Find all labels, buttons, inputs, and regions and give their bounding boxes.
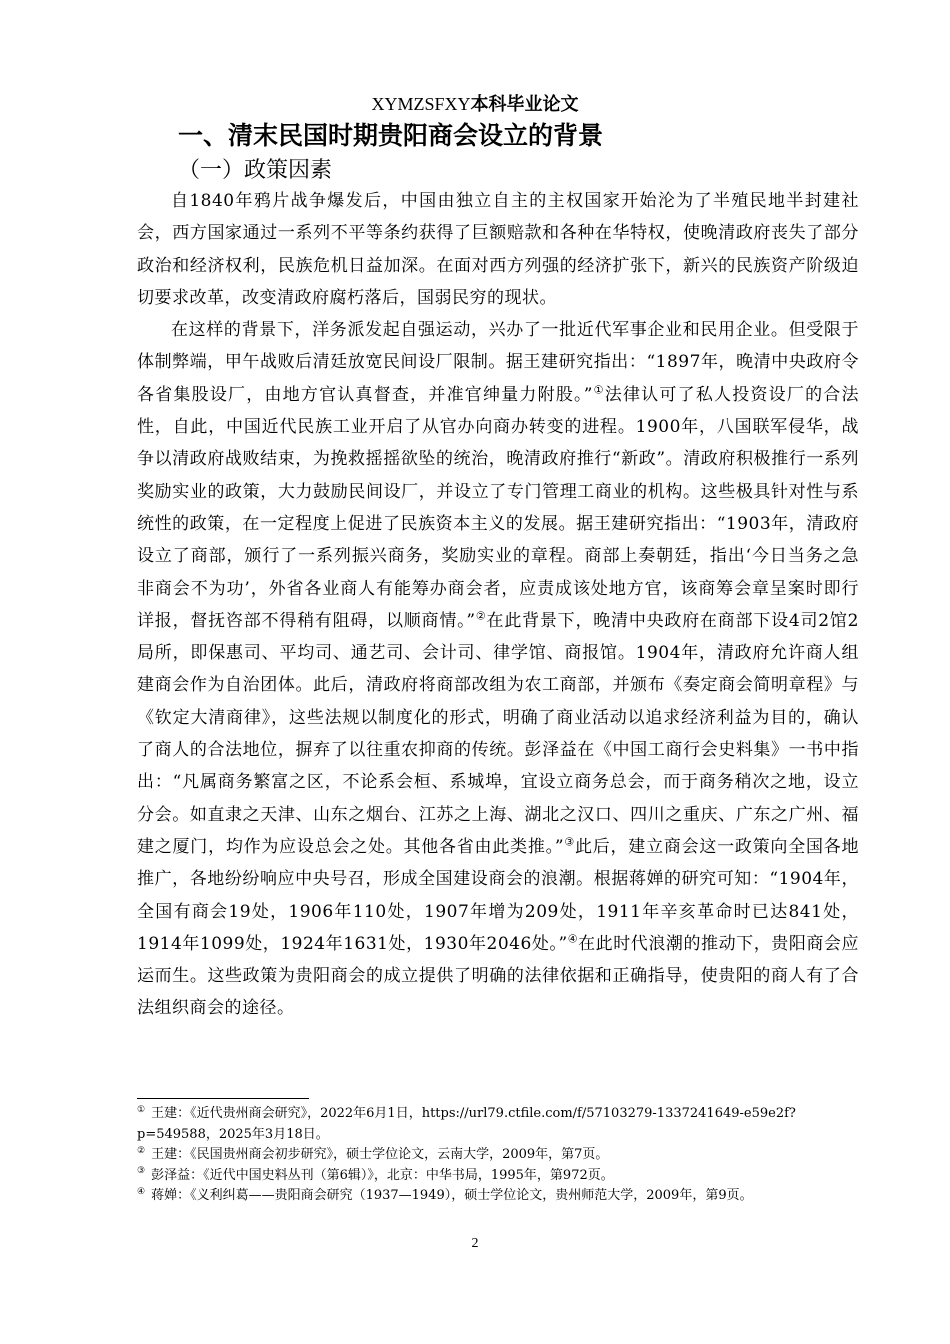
body-text (137, 185, 859, 1025)
paragraph-2 (137, 314, 859, 1025)
footnote-ref-3[interactable]: ③ (564, 835, 575, 849)
footnote-mark: ② (137, 1145, 146, 1156)
footnote-text: 彭泽益：《近代中国史料丛刊（第6辑）》，北京：中华书局，1995年，第972页。 (151, 1167, 614, 1183)
paragraph-2-segment-1: 在这样的背景下，洋务派发起自强运动，兴办了一批近代军事企业和民用企业。但受限于体制弊端，甲午战败后清廷放宽民间设厂限制。据王建研究指出：“1897年，晚清中央政府令各省集股设厂，由地方官认真督查，并准官绅量力附股。” (137, 320, 859, 405)
header-thesis-label: 本科毕业论文 (470, 94, 579, 115)
footnote-1 (137, 1104, 859, 1145)
header-school-code: XYMZSFXY (371, 94, 471, 114)
footnote-text: 王建：《民国贵州商会初步研究》，硕士学位论文，云南大学，2009年，第7页。 (151, 1147, 609, 1162)
footnote-ref-1[interactable]: ① (592, 383, 605, 397)
footnote-ref-4[interactable]: ④ (567, 932, 579, 946)
paragraph-2-segment-2: 法律认可了私人投资设厂的合法性，自此，中国近代民族工业开启了从官办向商办转变的进程。1900年，八国联军侵华，战争以清政府战败结束，为挽救摇摇欲坠的统治，晚清政府推行“新政”。清政府积极推行一系列奖励实业的政策，大力鼓励民间设厂，并设立了专门管理工商业的机构。这些极具针对性与系统性的政策，在一定程度上促进了民族资本主义的发展。据王建研究指出：“1903年，清政府设立了商部，颁行了一系列振兴商务，奖励实业的章程。商部上奏朝廷，指出‘今日当务之急非商会不为功’，外省各业商人有能筹办商会者，应责成该处地方官，该商筹会章呈案时即行详报，督抚咨部不得稍有阻碍，以顺商情。” (137, 384, 860, 631)
footnote-2 (137, 1145, 859, 1166)
section-heading: 一、清末民国时期贵阳商会设立的背景 (178, 121, 604, 150)
footnote-mark: ③ (137, 1166, 146, 1177)
footnotes (137, 1104, 859, 1207)
footnote-text: 蒋婵：《义利纠葛——贵阳商会研究（1937—1949），硕士学位论文，贵州师范大学，2009年，第9页。 (151, 1188, 753, 1203)
footnote-mark: ① (137, 1104, 146, 1115)
footnote-3 (137, 1166, 859, 1187)
footnote-mark: ④ (137, 1186, 146, 1197)
footnote-ref-2[interactable]: ② (475, 609, 487, 623)
subsection-heading: （一）政策因素 (178, 158, 333, 183)
paragraph-2-segment-3: 在此背景下，晚清中央政府在商部下设4司2馆2局所，即保惠司、平均司、通艺司、会计司、律学馆、商报馆。1904年，清政府允许商人组建商会作为自治团体。此后，清政府将商部改组为农工商部，并颁布《奏定商会简明章程》与《钦定大清商律》，这些法规以制度化的形式，明确了商业活动以追求经济利益为目的，确认了商人的合法地位，摒弃了以往重农抑商的传统。彭泽益在《中国工商行会史料集》一书中指出：“凡属商务繁富之区，不论系会桓、系城埠，宜设立商务总会，而于商务稍次之地，设立分会。如直隶之天津、山东之烟台、江苏之上海、湖北之汉口、四川之重庆、广东之广州、福建之厦门，均作为应设总会之处。其他各省由此类推。” (137, 610, 859, 857)
footnote-text: 王建：《近代贵州商会研究》，2022年6月1日，https://url79.ctfile.com/f/57103279-1337241649-e59e2f?p=549588，2025年3月18日。 (137, 1106, 796, 1142)
footnote-4 (137, 1186, 859, 1207)
paragraph-1: 自1840年鸦片战争爆发后，中国由独立自主的主权国家开始沦为了半殖民地半封建社会，西方国家通过一系列不平等条约获得了巨额赔款和各种在华特权，使晚清政府丧失了部分政治和经济权利，民族危机日益加深。在面对西方列强的经济扩张下，新兴的民族资产阶级迫切要求改革，改变清政府腐朽落后，国弱民穷的现状。 (137, 191, 859, 308)
paragraph-2-segment-5: 在此时代浪潮的推动下，贵阳商会应运而生。这些政策为贵阳商会的成立提供了明确的法律依据和正确指导，使贵阳的商人有了合法组织商会的途径。 (137, 933, 859, 1019)
page-number: 2 (471, 1236, 479, 1251)
paragraph-2-segment-4: 此后，建立商会这一政策向全国各地推广，各地纷纷响应中央号召，形成全国建设商会的浪潮。根据蒋婵的研究可知：“1904年，全国有商会19处，1906年110处，1907年增为209处，1911年辛亥革命时已达841处，1914年1099处，1924年1631处，1930年2046处。” (137, 836, 859, 954)
footnote-separator (137, 1098, 309, 1099)
running-header (0, 92, 950, 117)
